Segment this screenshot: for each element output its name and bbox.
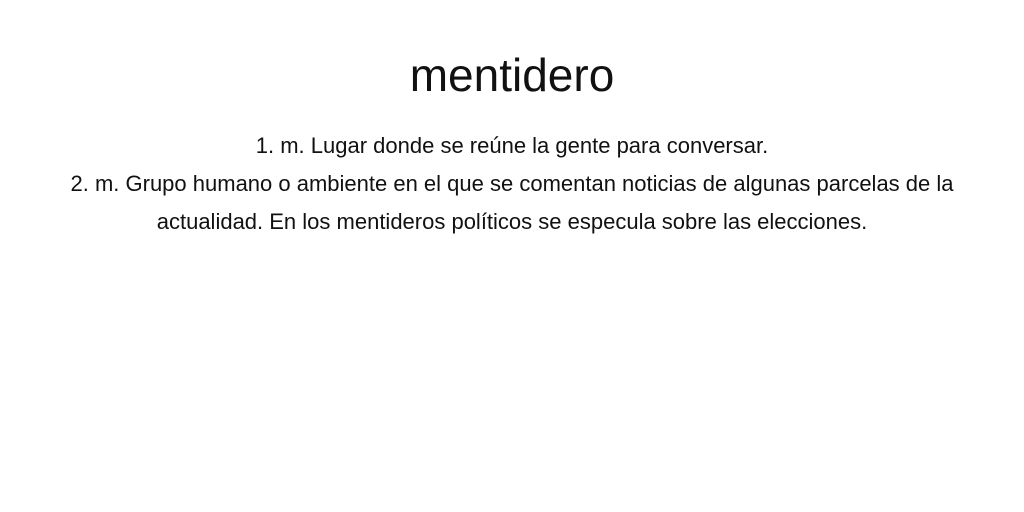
definition-2: 2. m. Grupo humano o ambiente en el que se comentan noticias de algunas parcelas de la actualidad. En los mentideros políticos se especula sobre las elecciones.: [70, 171, 954, 234]
definition-list: [24, 127, 1000, 241]
definition-1: 1. m. Lugar donde se reúne la gente para conversar.: [255, 133, 769, 158]
headword: mentidero: [409, 49, 615, 101]
